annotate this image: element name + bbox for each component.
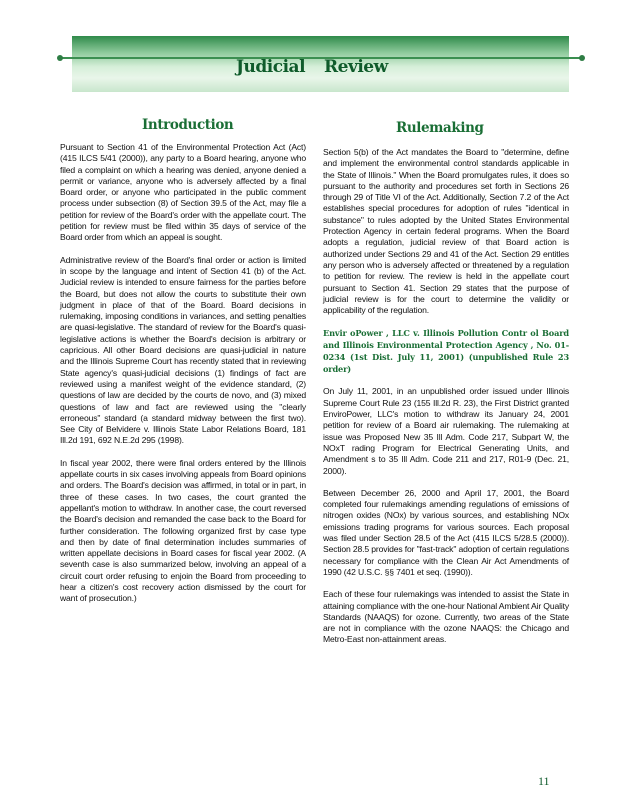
page-number: 11 bbox=[538, 774, 550, 788]
header-banner bbox=[72, 36, 569, 92]
header-rule-right-dot bbox=[579, 55, 585, 61]
page-title-judicial: Judicial bbox=[236, 57, 306, 77]
rulemaking-paragraph-3: Between December 26, 2000 and April 17, 2001, the Board completed four rulemakings amending regulations of emissions of nitrogen oxides (NOx) by various sources, and establishing NOx emissions trading programs for various sources. Each proposal was filed under Section 28.5 of the Act (415 ILCS 5/28.5 (2000)). Section 28.5 provides for "fast-track" adoption of certain regulations necessary for compliance with the Clean Air Act Amendments of 1990 (42 U.S.C. §§ 7401 et seq. (1990)). bbox=[323, 487, 569, 577]
case-caption: Envir oPower , LLC v. Illinois Pollution Contr ol Board and Illinois Environmental Protection Agency , No. 01-0234 (1st Dist. July 11, 2001) (unpublished Rule 23 order) bbox=[323, 328, 569, 375]
page-title-review: Review bbox=[324, 57, 388, 77]
header-rule bbox=[60, 57, 582, 59]
introduction-heading: Introduction bbox=[142, 117, 234, 133]
introduction-column bbox=[60, 142, 306, 616]
introduction-paragraph-1: Pursuant to Section 41 of the Environmental Protection Act (Act) (415 ILCS 5/41 (2000)), any party to a Board hearing, anyone who filed a complaint on which a hearing was denied, anyone denied a permit or variance, anyone who is adversely affected by a final Board order, or anyone who participated in the public comment process under subsection (8) of Section 39.5 of the Act, may file a petition for review of the Board's order with the appellate court. The petition for review must be filed within 35 days of service of the Board order from which an appeal is sought. bbox=[60, 142, 306, 243]
introduction-paragraph-2: Administrative review of the Board's final order or action is limited in scope by the language and intent of Section 41 (b) of the Act. Judicial review is intended to ensure fairness for the parties before the Board, but does not allow the courts to substitute their own judgment in place of that of the Board. Board decisions in rulemaking, imposing conditions in variances, and setting penalties are quasi-legislative. The standard of review for the Board's quasi-legislative actions is whether the Board's decision is arbitrary or capricious. All other Board decisions are quasi-judicial in nature and the Illinois Supreme Court has recently stated that in reviewing State agency's quasi-judicial decisions (1) findings of fact are reviewed using a manifest weight of the evidence standard, (2) questions of law are decided by the courts de novo, and (3) mixed questions of law and fact are reviewed using the "clearly erroneous" standard (a standard midway between the first two). See City of Belvidere v. Illinois State Labor Relations Board, 181 Ill.2d 191, 692 N.E.2d 295 (1998). bbox=[60, 254, 306, 446]
rulemaking-paragraph-1: Section 5(b) of the Act mandates the Board to "determine, define and implement the environmental control standards applicable in the State of Illinois." When the Board promulgates rules, it does so pursuant to the authority and procedures set forth in Sections 26 through 29 of Title VI of the Act. Additionally, Section 7.2 of the Act establishes special procedures for adoption of rules "identical in substance" to rules adopted by the United States Environmental Protection Agency in certain federal programs. When the Board adopts a regulation, judicial review of that Board action is authorized under Sections 29 and 41 of the Act. Section 29 entitles any person who is adversely affected or threatened by a regulation to petition for review. The review is held in the appellate court pursuant to Section 41. Section 29 states that the purpose of judicial review is for the court to determine the validity or applicability of the regulation. bbox=[323, 147, 569, 316]
rulemaking-paragraph-4: Each of these four rulemakings was intended to assist the State in attaining compliance with the one-hour National Ambient Air Quality Standards (NAAQS) for ozone. Currently, two areas of the State are not in compliance with the ozone NAAQS: the Chicago and Metro-East non-attainment areas. bbox=[323, 589, 569, 645]
header-rule-left-dot bbox=[57, 55, 63, 61]
introduction-paragraph-3: In fiscal year 2002, there were final orders entered by the Illinois appellate courts in six cases involving appeals from Board opinions and orders. The Board's decision was affirmed, in total or in part, in three of these cases. In two cases, the court granted the appellant's motion to withdraw. In another case, the court reversed the Board's decision and remanded the case back to the Board for further consideration. The following organized first by case type and then by date of final determination includes summaries of written appellate decisions in Board cases for fiscal year 2002. (A seventh case is also summarized below, involving an appeal of a circuit court order refusing to enjoin the Board from proceeding to hear a citizen's cost recovery action dismissed by the court for want of prosecution.) bbox=[60, 457, 306, 604]
rulemaking-column bbox=[323, 147, 569, 657]
rulemaking-heading: Rulemaking bbox=[396, 120, 484, 136]
rulemaking-paragraph-2: On July 11, 2001, in an unpublished order issued under Illinois Supreme Court Rule 23 (155 Ill.2d R. 23), the First District granted EnviroPower, LLC's motion to withdraw its January 24, 2001 petition for review of a Board air rulemaking. The rulemaking at issue was Proposed New 35 Ill Adm. Code 217, Subpart W, the NOxT rading Program for Electrical Generating Units, and Amendment s to 35 Ill Adm. Code 211 and 217, R01-9 (Dec. 21, 2000). bbox=[323, 386, 569, 476]
